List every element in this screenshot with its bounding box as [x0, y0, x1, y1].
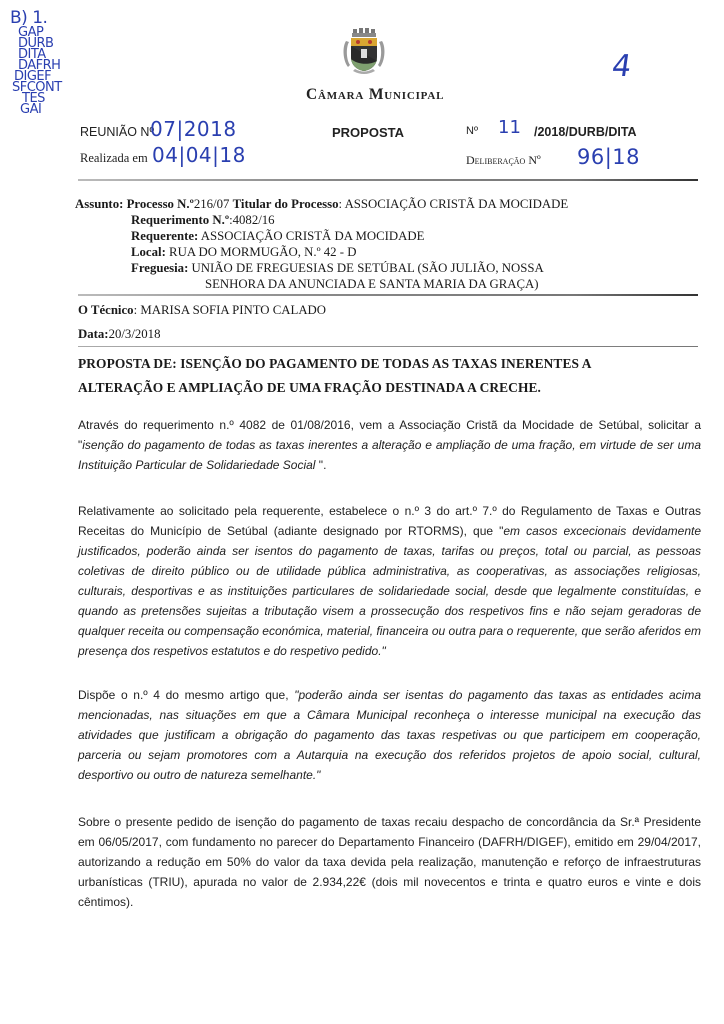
handwritten-note: B) 1. [10, 8, 48, 28]
proposta-label: PROPOSTA [332, 125, 404, 140]
tecnico-value: : MARISA SOFIA PINTO CALADO [133, 303, 327, 317]
quoted-text: "poderão ainda ser isentas do pagamento das taxas as entidades acima mencionadas, nas situações em que a Câmara Municipal reconheça o interesse municipal na execução das atividades que justificam a obrigação do pagamento das taxas respetivas ou que participem em cooperação, parceria ou sejam promotores com a Autarquia na execução dos referidos projetos de apoio social, cultural, desportivo ou outro de natureza semelhante." [78, 688, 702, 782]
handwritten-note: GAP [18, 25, 44, 40]
paragraph-text: ". [315, 458, 327, 472]
freguesia-row [75, 260, 568, 276]
handwritten-note: GAI [20, 102, 42, 117]
requerimento-row [75, 212, 568, 228]
titular-label: Titular do Processo [232, 197, 339, 211]
deliberacao-label: Deliberação Nº [466, 153, 541, 167]
handwritten-note: DIGEF [14, 69, 52, 84]
subject-block [75, 196, 568, 292]
freguesia-label: Freguesia: [131, 261, 189, 275]
handwritten-note: DURB [18, 36, 54, 51]
paragraph-text: Dispõe o n.º 4 do mesmo artigo que, [78, 688, 295, 702]
proposal-title-line: ALTERAÇÃO E AMPLIAÇÃO DE UMA FRAÇÃO DESTINADA A CRECHE. [78, 380, 541, 395]
requerimento-label: Requerimento N.º [131, 213, 230, 227]
local-label: Local: [131, 245, 166, 259]
handwritten-note: SFCONT [12, 80, 62, 95]
realizada-label: Realizada em [80, 151, 148, 165]
local-value: RUA DO MORMUGÃO, N.º 42 - D [165, 245, 357, 259]
body-paragraph-2 [78, 501, 701, 661]
data-value: 20/3/2018 [108, 327, 161, 341]
requerente-row [75, 228, 568, 244]
processo-label: Processo N.º [126, 197, 194, 211]
processo-value: 216/07 [193, 197, 230, 211]
freguesia-value: UNIÃO DE FREGUESIAS DE SETÚBAL (SÃO JULIÃO, NOSSA [188, 261, 544, 275]
proposta-number-label: Nº [466, 125, 478, 137]
reuniao-label: REUNIÃO Nº [80, 125, 155, 139]
realizada-date-handwritten: 04|04|18 [152, 143, 246, 167]
paragraph-text: Através do requerimento n.º 4082 de 01/08/2016, vem a Associação Cristã da Mocidade de Setúbal, solicitar a " [78, 418, 701, 452]
quoted-text: isenção do pagamento de todas as taxas inerentes a alteração e ampliação de uma fração, em virtude de ser uma Instituição Particular de Solidariedade Social [78, 438, 701, 472]
proposta-number-handwritten: 11 [498, 117, 521, 138]
deliberacao-number-handwritten: 96|18 [577, 145, 641, 169]
proposta-number-suffix: /2018/DURB/DITA [534, 125, 637, 139]
organization-title: Câmara Municipal [306, 86, 445, 103]
reuniao-number-handwritten: 07|2018 [150, 117, 237, 141]
body-paragraph-4: Sobre o presente pedido de isenção do pagamento de taxas recaiu despacho de concordância da Sr.ª Presidente em 06/05/2017, com fundamento no parecer do Departamento Financeiro (DAFRH/DIGEF), emitido em 29/04/2017, autorizando a redução em 50% do valor da taxa devida pela realização, manutenção e reforço de infraestruturas urbanísticas (TRIU), apurada no valor de 2.934,22€ (dois mil novecentos e trinta e quatro euros e vinte e dois cêntimos). [78, 815, 701, 909]
quoted-text: em casos excecionais devidamente justificados, poderão ainda ser isentos do pagamento de taxas, tarifas ou preços, total ou parcial, as pessoas coletivas de direito público ou de utilidade pública administrativa, as cooperativas, as associações religiosas, culturais, desportivas e as instituições particulares de solidariedade social, desde que legalmente constituídas, e quando as pretensões sujeitas a tributação visem a prossecução dos respetivos fins e não sejam geradoras de qualquer receita ou compensação económica, material, financeira ou outra para o requerente, que serão aferidos em presença dos respetivos estatutos e do respetivo pedido." [78, 524, 702, 658]
handwritten-note: DITA [18, 47, 46, 62]
handwritten-routing-notes [8, 10, 70, 115]
data-line [78, 327, 160, 342]
paragraph-text: Relativamente ao solicitado pela requerente, estabelece o n.º 3 do art.º 7.º do Regulamento de Taxas e Outras Receitas do Município de Setúbal (adiante designado por RTORMS), que " [78, 504, 701, 538]
handwritten-note: DAFRH [18, 58, 61, 73]
coat-of-arms-icon [340, 27, 388, 77]
handwritten-page-mark: 4 [609, 49, 634, 84]
proposal-title-line: PROPOSTA DE: ISENÇÃO DO PAGAMENTO DE TODAS AS TAXAS INERENTES A [78, 356, 592, 371]
subject-processo-row [75, 196, 568, 212]
requerente-value: ASSOCIAÇÃO CRISTÃ DA MOCIDADE [198, 229, 425, 243]
proposal-title [78, 352, 592, 400]
local-row [75, 244, 568, 260]
body-paragraph-3 [78, 685, 701, 785]
data-label: Data: [78, 327, 109, 341]
tecnico-label: O Técnico [78, 303, 134, 317]
header-divider [78, 179, 698, 181]
subject-divider [78, 294, 698, 296]
tecnico-line [78, 303, 326, 318]
titular-value: : ASSOCIAÇÃO CRISTÃ DA MOCIDADE [338, 197, 569, 211]
freguesia-continuation: SENHORA DA ANUNCIADA E SANTA MARIA DA GRAÇA) [205, 277, 539, 291]
body-paragraph-1 [78, 415, 701, 475]
requerimento-value: :4082/16 [229, 213, 275, 227]
subject-label: Assunto: [75, 197, 124, 211]
requerente-label: Requerente: [131, 229, 199, 243]
tecnico-divider [78, 346, 698, 347]
handwritten-note: TES [22, 91, 45, 106]
